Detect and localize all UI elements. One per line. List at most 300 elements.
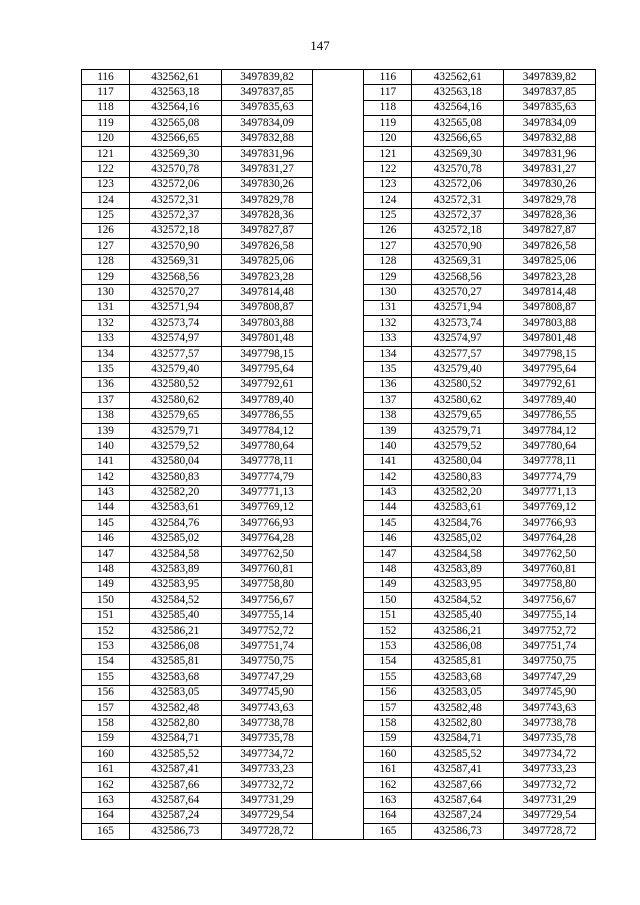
right-x-coordinate-cell: 432585,02	[412, 531, 504, 546]
right-point-number-cell: 126	[364, 223, 412, 238]
right-x-coordinate-cell: 432572,37	[412, 208, 504, 223]
column-gap	[313, 193, 364, 208]
table-row	[82, 701, 596, 716]
right-x-coordinate-cell: 432572,06	[412, 177, 504, 192]
table-row	[82, 470, 596, 485]
left-x-coordinate-cell: 432582,48	[129, 701, 221, 716]
right-point-number-cell: 117	[364, 85, 412, 100]
right-y-coordinate-cell: 3497814,48	[504, 285, 596, 300]
left-y-coordinate-cell: 3497814,48	[221, 285, 313, 300]
column-gap	[313, 300, 364, 315]
right-y-coordinate-cell: 3497755,14	[504, 608, 596, 623]
right-x-coordinate-cell: 432573,74	[412, 316, 504, 331]
table-row	[82, 608, 596, 623]
table-row	[82, 100, 596, 115]
column-gap	[313, 701, 364, 716]
right-y-coordinate-cell: 3497831,27	[504, 162, 596, 177]
column-gap	[313, 793, 364, 808]
column-gap	[313, 146, 364, 161]
left-point-number-cell: 121	[82, 146, 130, 161]
column-gap	[313, 547, 364, 562]
right-point-number-cell: 145	[364, 516, 412, 531]
right-x-coordinate-cell: 432585,40	[412, 608, 504, 623]
left-x-coordinate-cell: 432585,81	[129, 654, 221, 669]
right-point-number-cell: 133	[364, 331, 412, 346]
column-gap	[313, 239, 364, 254]
right-x-coordinate-cell: 432569,31	[412, 254, 504, 269]
left-y-coordinate-cell: 3497769,12	[221, 500, 313, 515]
table-row	[82, 162, 596, 177]
left-y-coordinate-cell: 3497732,72	[221, 777, 313, 792]
right-point-number-cell: 140	[364, 439, 412, 454]
left-y-coordinate-cell: 3497778,11	[221, 454, 313, 469]
column-gap	[313, 485, 364, 500]
right-x-coordinate-cell: 432587,24	[412, 808, 504, 823]
left-point-number-cell: 140	[82, 439, 130, 454]
left-y-coordinate-cell: 3497734,72	[221, 747, 313, 762]
column-gap	[313, 100, 364, 115]
right-y-coordinate-cell: 3497827,87	[504, 223, 596, 238]
column-gap	[313, 362, 364, 377]
left-x-coordinate-cell: 432570,27	[129, 285, 221, 300]
right-x-coordinate-cell: 432572,18	[412, 223, 504, 238]
right-point-number-cell: 157	[364, 701, 412, 716]
right-point-number-cell: 138	[364, 408, 412, 423]
right-point-number-cell: 153	[364, 639, 412, 654]
table-row	[82, 562, 596, 577]
left-point-number-cell: 131	[82, 300, 130, 315]
left-y-coordinate-cell: 3497795,64	[221, 362, 313, 377]
right-x-coordinate-cell: 432585,52	[412, 747, 504, 762]
coordinates-table	[81, 69, 596, 840]
right-y-coordinate-cell: 3497756,67	[504, 593, 596, 608]
table-row	[82, 116, 596, 131]
left-x-coordinate-cell: 432587,66	[129, 777, 221, 792]
column-gap	[313, 824, 364, 839]
left-point-number-cell: 124	[82, 193, 130, 208]
left-point-number-cell: 132	[82, 316, 130, 331]
left-x-coordinate-cell: 432573,74	[129, 316, 221, 331]
left-x-coordinate-cell: 432566,65	[129, 131, 221, 146]
left-x-coordinate-cell: 432587,24	[129, 808, 221, 823]
right-point-number-cell: 156	[364, 685, 412, 700]
left-point-number-cell: 138	[82, 408, 130, 423]
right-y-coordinate-cell: 3497738,78	[504, 716, 596, 731]
left-y-coordinate-cell: 3497798,15	[221, 347, 313, 362]
table-row	[82, 347, 596, 362]
right-y-coordinate-cell: 3497735,78	[504, 731, 596, 746]
left-y-coordinate-cell: 3497828,36	[221, 208, 313, 223]
right-x-coordinate-cell: 432587,66	[412, 777, 504, 792]
table-row	[82, 239, 596, 254]
table-row	[82, 731, 596, 746]
right-y-coordinate-cell: 3497795,64	[504, 362, 596, 377]
left-y-coordinate-cell: 3497764,28	[221, 531, 313, 546]
column-gap	[313, 177, 364, 192]
right-point-number-cell: 136	[364, 377, 412, 392]
left-y-coordinate-cell: 3497786,55	[221, 408, 313, 423]
left-point-number-cell: 150	[82, 593, 130, 608]
right-y-coordinate-cell: 3497745,90	[504, 685, 596, 700]
right-y-coordinate-cell: 3497808,87	[504, 300, 596, 315]
right-x-coordinate-cell: 432579,65	[412, 408, 504, 423]
left-x-coordinate-cell: 432562,61	[129, 70, 221, 85]
left-y-coordinate-cell: 3497834,09	[221, 116, 313, 131]
table-row	[82, 177, 596, 192]
right-point-number-cell: 158	[364, 716, 412, 731]
left-x-coordinate-cell: 432583,89	[129, 562, 221, 577]
left-x-coordinate-cell: 432580,52	[129, 377, 221, 392]
left-point-number-cell: 117	[82, 85, 130, 100]
right-point-number-cell: 149	[364, 577, 412, 592]
right-y-coordinate-cell: 3497771,13	[504, 485, 596, 500]
column-gap	[313, 639, 364, 654]
left-x-coordinate-cell: 432585,40	[129, 608, 221, 623]
right-point-number-cell: 143	[364, 485, 412, 500]
right-point-number-cell: 147	[364, 547, 412, 562]
column-gap	[313, 608, 364, 623]
column-gap	[313, 670, 364, 685]
right-point-number-cell: 118	[364, 100, 412, 115]
column-gap	[313, 223, 364, 238]
table-row	[82, 208, 596, 223]
right-x-coordinate-cell: 432585,81	[412, 654, 504, 669]
right-point-number-cell: 141	[364, 454, 412, 469]
right-x-coordinate-cell: 432584,76	[412, 516, 504, 531]
left-x-coordinate-cell: 432568,56	[129, 270, 221, 285]
left-x-coordinate-cell: 432579,40	[129, 362, 221, 377]
left-y-coordinate-cell: 3497751,74	[221, 639, 313, 654]
column-gap	[313, 470, 364, 485]
right-x-coordinate-cell: 432582,80	[412, 716, 504, 731]
table-row	[82, 777, 596, 792]
right-x-coordinate-cell: 432570,90	[412, 239, 504, 254]
table-row	[82, 146, 596, 161]
right-y-coordinate-cell: 3497780,64	[504, 439, 596, 454]
left-x-coordinate-cell: 432585,52	[129, 747, 221, 762]
left-x-coordinate-cell: 432586,08	[129, 639, 221, 654]
right-point-number-cell: 151	[364, 608, 412, 623]
right-y-coordinate-cell: 3497762,50	[504, 547, 596, 562]
right-y-coordinate-cell: 3497784,12	[504, 423, 596, 438]
left-y-coordinate-cell: 3497827,87	[221, 223, 313, 238]
column-gap	[313, 777, 364, 792]
right-x-coordinate-cell: 432579,71	[412, 423, 504, 438]
right-y-coordinate-cell: 3497823,28	[504, 270, 596, 285]
left-x-coordinate-cell: 432579,71	[129, 423, 221, 438]
column-gap	[313, 408, 364, 423]
left-point-number-cell: 136	[82, 377, 130, 392]
left-point-number-cell: 126	[82, 223, 130, 238]
right-y-coordinate-cell: 3497751,74	[504, 639, 596, 654]
column-gap	[313, 808, 364, 823]
left-x-coordinate-cell: 432587,64	[129, 793, 221, 808]
column-gap	[313, 716, 364, 731]
left-y-coordinate-cell: 3497835,63	[221, 100, 313, 115]
right-y-coordinate-cell: 3497764,28	[504, 531, 596, 546]
table-row	[82, 577, 596, 592]
left-y-coordinate-cell: 3497780,64	[221, 439, 313, 454]
right-point-number-cell: 165	[364, 824, 412, 839]
left-x-coordinate-cell: 432585,02	[129, 531, 221, 546]
right-point-number-cell: 139	[364, 423, 412, 438]
left-x-coordinate-cell: 432580,83	[129, 470, 221, 485]
left-x-coordinate-cell: 432583,61	[129, 500, 221, 515]
column-gap	[313, 331, 364, 346]
column-gap	[313, 562, 364, 577]
left-y-coordinate-cell: 3497728,72	[221, 824, 313, 839]
left-point-number-cell: 151	[82, 608, 130, 623]
right-y-coordinate-cell: 3497728,72	[504, 824, 596, 839]
left-x-coordinate-cell: 432574,97	[129, 331, 221, 346]
table-row	[82, 393, 596, 408]
right-y-coordinate-cell: 3497826,58	[504, 239, 596, 254]
right-y-coordinate-cell: 3497837,85	[504, 85, 596, 100]
right-point-number-cell: 116	[364, 70, 412, 85]
column-gap	[313, 439, 364, 454]
left-point-number-cell: 161	[82, 762, 130, 777]
column-gap	[313, 377, 364, 392]
column-gap	[313, 393, 364, 408]
right-y-coordinate-cell: 3497834,09	[504, 116, 596, 131]
table-row	[82, 439, 596, 454]
table-row	[82, 454, 596, 469]
left-point-number-cell: 125	[82, 208, 130, 223]
left-point-number-cell: 137	[82, 393, 130, 408]
right-point-number-cell: 121	[364, 146, 412, 161]
column-gap	[313, 208, 364, 223]
right-x-coordinate-cell: 432580,52	[412, 377, 504, 392]
left-x-coordinate-cell: 432564,16	[129, 100, 221, 115]
left-x-coordinate-cell: 432579,52	[129, 439, 221, 454]
left-point-number-cell: 119	[82, 116, 130, 131]
left-x-coordinate-cell: 432579,65	[129, 408, 221, 423]
right-y-coordinate-cell: 3497734,72	[504, 747, 596, 762]
left-x-coordinate-cell: 432584,52	[129, 593, 221, 608]
right-y-coordinate-cell: 3497774,79	[504, 470, 596, 485]
left-y-coordinate-cell: 3497745,90	[221, 685, 313, 700]
table-row	[82, 516, 596, 531]
right-x-coordinate-cell: 432562,61	[412, 70, 504, 85]
right-y-coordinate-cell: 3497778,11	[504, 454, 596, 469]
right-point-number-cell: 122	[364, 162, 412, 177]
right-y-coordinate-cell: 3497769,12	[504, 500, 596, 515]
right-y-coordinate-cell: 3497766,93	[504, 516, 596, 531]
column-gap	[313, 500, 364, 515]
right-x-coordinate-cell: 432584,71	[412, 731, 504, 746]
right-point-number-cell: 131	[364, 300, 412, 315]
table-row	[82, 824, 596, 839]
left-point-number-cell: 158	[82, 716, 130, 731]
table-row	[82, 254, 596, 269]
right-x-coordinate-cell: 432571,94	[412, 300, 504, 315]
left-x-coordinate-cell: 432586,73	[129, 824, 221, 839]
right-point-number-cell: 134	[364, 347, 412, 362]
right-x-coordinate-cell: 432570,78	[412, 162, 504, 177]
right-x-coordinate-cell: 432565,08	[412, 116, 504, 131]
left-x-coordinate-cell: 432569,30	[129, 146, 221, 161]
left-y-coordinate-cell: 3497758,80	[221, 577, 313, 592]
table-row	[82, 423, 596, 438]
left-point-number-cell: 116	[82, 70, 130, 85]
left-y-coordinate-cell: 3497831,96	[221, 146, 313, 161]
right-x-coordinate-cell: 432584,52	[412, 593, 504, 608]
left-point-number-cell: 157	[82, 701, 130, 716]
right-point-number-cell: 144	[364, 500, 412, 515]
left-point-number-cell: 123	[82, 177, 130, 192]
right-y-coordinate-cell: 3497828,36	[504, 208, 596, 223]
column-gap	[313, 531, 364, 546]
right-point-number-cell: 137	[364, 393, 412, 408]
right-x-coordinate-cell: 432579,40	[412, 362, 504, 377]
left-y-coordinate-cell: 3497747,29	[221, 670, 313, 685]
column-gap	[313, 685, 364, 700]
left-x-coordinate-cell: 432582,80	[129, 716, 221, 731]
right-y-coordinate-cell: 3497835,63	[504, 100, 596, 115]
right-y-coordinate-cell: 3497743,63	[504, 701, 596, 716]
left-point-number-cell: 155	[82, 670, 130, 685]
left-x-coordinate-cell: 432577,57	[129, 347, 221, 362]
table-row	[82, 547, 596, 562]
left-point-number-cell: 128	[82, 254, 130, 269]
right-y-coordinate-cell: 3497760,81	[504, 562, 596, 577]
left-y-coordinate-cell: 3497803,88	[221, 316, 313, 331]
table-row	[82, 624, 596, 639]
left-point-number-cell: 118	[82, 100, 130, 115]
right-y-coordinate-cell: 3497786,55	[504, 408, 596, 423]
left-point-number-cell: 143	[82, 485, 130, 500]
left-point-number-cell: 153	[82, 639, 130, 654]
left-x-coordinate-cell: 432584,76	[129, 516, 221, 531]
left-y-coordinate-cell: 3497771,13	[221, 485, 313, 500]
left-x-coordinate-cell: 432569,31	[129, 254, 221, 269]
left-point-number-cell: 127	[82, 239, 130, 254]
right-point-number-cell: 152	[364, 624, 412, 639]
right-x-coordinate-cell: 432563,18	[412, 85, 504, 100]
right-x-coordinate-cell: 432580,83	[412, 470, 504, 485]
right-x-coordinate-cell: 432564,16	[412, 100, 504, 115]
right-x-coordinate-cell: 432579,52	[412, 439, 504, 454]
left-y-coordinate-cell: 3497760,81	[221, 562, 313, 577]
right-x-coordinate-cell: 432583,89	[412, 562, 504, 577]
right-point-number-cell: 161	[364, 762, 412, 777]
right-point-number-cell: 159	[364, 731, 412, 746]
table-row	[82, 716, 596, 731]
table-row	[82, 670, 596, 685]
left-y-coordinate-cell: 3497837,85	[221, 85, 313, 100]
right-point-number-cell: 123	[364, 177, 412, 192]
column-gap	[313, 423, 364, 438]
column-gap	[313, 285, 364, 300]
right-y-coordinate-cell: 3497825,06	[504, 254, 596, 269]
left-point-number-cell: 162	[82, 777, 130, 792]
left-x-coordinate-cell: 432582,20	[129, 485, 221, 500]
left-point-number-cell: 149	[82, 577, 130, 592]
right-y-coordinate-cell: 3497831,96	[504, 146, 596, 161]
left-y-coordinate-cell: 3497752,72	[221, 624, 313, 639]
left-point-number-cell: 144	[82, 500, 130, 515]
left-point-number-cell: 135	[82, 362, 130, 377]
page-number: 147	[310, 38, 330, 53]
table-row	[82, 362, 596, 377]
left-y-coordinate-cell: 3497784,12	[221, 423, 313, 438]
column-gap	[313, 654, 364, 669]
table-row	[82, 531, 596, 546]
right-x-coordinate-cell: 432572,31	[412, 193, 504, 208]
right-point-number-cell: 120	[364, 131, 412, 146]
left-x-coordinate-cell: 432570,90	[129, 239, 221, 254]
table-row	[82, 270, 596, 285]
right-point-number-cell: 130	[364, 285, 412, 300]
right-point-number-cell: 128	[364, 254, 412, 269]
right-point-number-cell: 135	[364, 362, 412, 377]
left-y-coordinate-cell: 3497762,50	[221, 547, 313, 562]
left-point-number-cell: 160	[82, 747, 130, 762]
left-y-coordinate-cell: 3497774,79	[221, 470, 313, 485]
left-point-number-cell: 159	[82, 731, 130, 746]
left-x-coordinate-cell: 432571,94	[129, 300, 221, 315]
right-point-number-cell: 160	[364, 747, 412, 762]
left-y-coordinate-cell: 3497789,40	[221, 393, 313, 408]
right-y-coordinate-cell: 3497798,15	[504, 347, 596, 362]
table-row	[82, 70, 596, 85]
left-y-coordinate-cell: 3497829,78	[221, 193, 313, 208]
right-y-coordinate-cell: 3497750,75	[504, 654, 596, 669]
left-x-coordinate-cell: 432572,37	[129, 208, 221, 223]
right-point-number-cell: 162	[364, 777, 412, 792]
right-y-coordinate-cell: 3497801,48	[504, 331, 596, 346]
right-y-coordinate-cell: 3497752,72	[504, 624, 596, 639]
table-row	[82, 85, 596, 100]
right-y-coordinate-cell: 3497792,61	[504, 377, 596, 392]
left-y-coordinate-cell: 3497743,63	[221, 701, 313, 716]
left-point-number-cell: 134	[82, 347, 130, 362]
column-gap	[313, 747, 364, 762]
right-x-coordinate-cell: 432577,57	[412, 347, 504, 362]
table-row	[82, 747, 596, 762]
right-y-coordinate-cell: 3497789,40	[504, 393, 596, 408]
right-x-coordinate-cell: 432570,27	[412, 285, 504, 300]
right-x-coordinate-cell: 432580,04	[412, 454, 504, 469]
column-gap	[313, 116, 364, 131]
left-point-number-cell: 147	[82, 547, 130, 562]
table-row	[82, 500, 596, 515]
column-gap	[313, 731, 364, 746]
right-point-number-cell: 155	[364, 670, 412, 685]
right-x-coordinate-cell: 432583,95	[412, 577, 504, 592]
table-row	[82, 793, 596, 808]
right-x-coordinate-cell: 432582,20	[412, 485, 504, 500]
right-point-number-cell: 164	[364, 808, 412, 823]
column-gap	[313, 516, 364, 531]
left-y-coordinate-cell: 3497792,61	[221, 377, 313, 392]
left-point-number-cell: 139	[82, 423, 130, 438]
right-x-coordinate-cell: 432583,05	[412, 685, 504, 700]
left-point-number-cell: 133	[82, 331, 130, 346]
left-x-coordinate-cell: 432584,71	[129, 731, 221, 746]
left-point-number-cell: 146	[82, 531, 130, 546]
column-gap	[313, 131, 364, 146]
left-point-number-cell: 154	[82, 654, 130, 669]
column-gap	[313, 624, 364, 639]
left-y-coordinate-cell: 3497832,88	[221, 131, 313, 146]
right-point-number-cell: 154	[364, 654, 412, 669]
table-row	[82, 485, 596, 500]
left-point-number-cell: 164	[82, 808, 130, 823]
right-x-coordinate-cell: 432587,64	[412, 793, 504, 808]
right-x-coordinate-cell: 432583,68	[412, 670, 504, 685]
right-x-coordinate-cell: 432587,41	[412, 762, 504, 777]
